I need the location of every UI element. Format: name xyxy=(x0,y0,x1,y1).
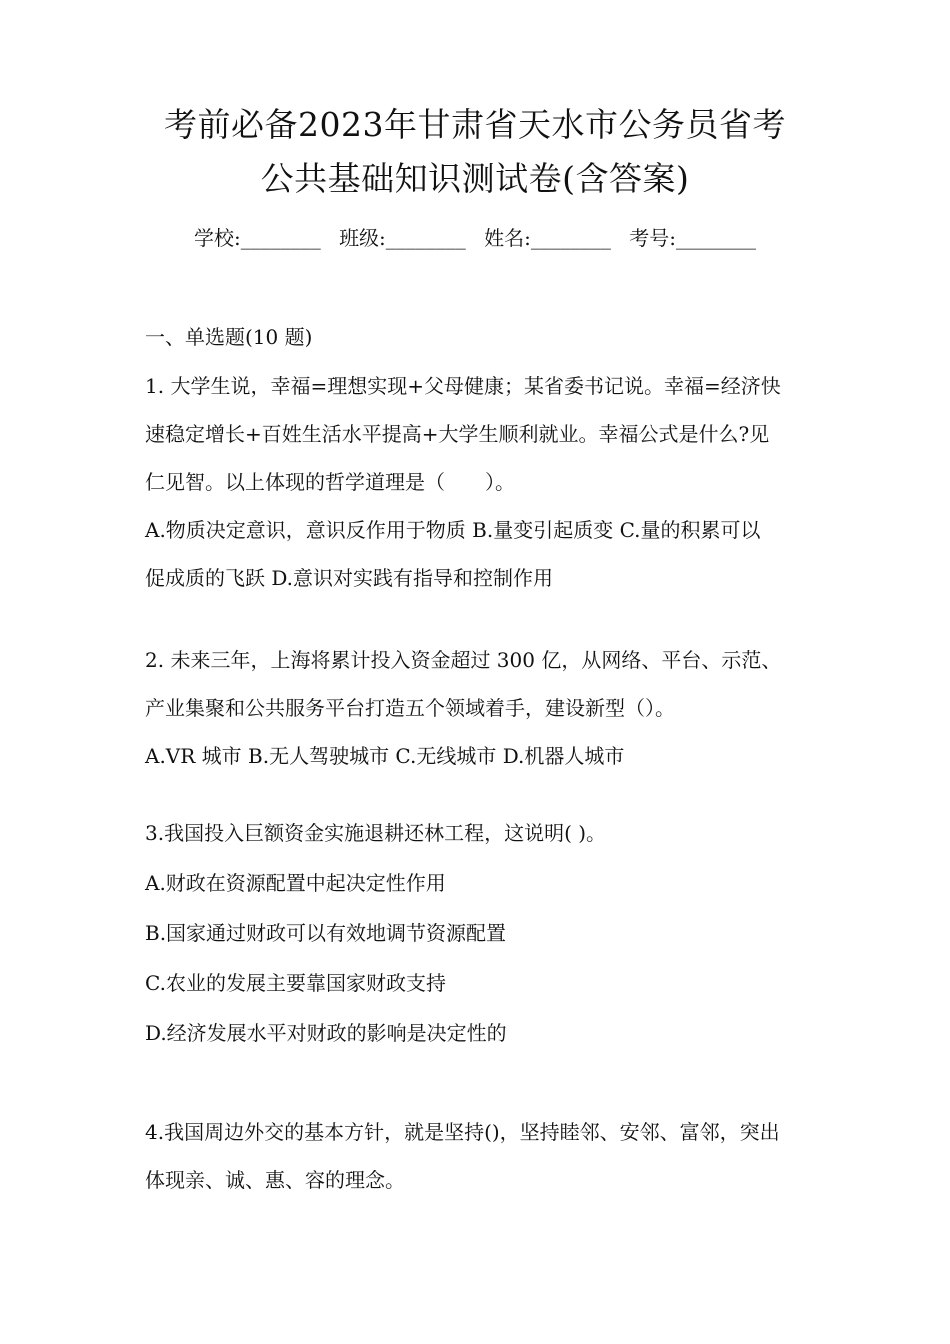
section-heading: 一、单选题(10 题) xyxy=(145,325,313,349)
question-1-options-line: A.物质决定意识，意识反作用于物质 B.量变引起质变 C.量的积累可以 xyxy=(145,518,761,542)
question-2 xyxy=(145,636,815,780)
exam-title xyxy=(60,98,890,206)
question-4-stem-line: 4.我国周边外交的基本方针，就是坚持()，坚持睦邻、安邻、富邻，突出 xyxy=(145,1120,780,1144)
question-3 xyxy=(145,808,815,1058)
question-2-stem-line: 产业集聚和公共服务平台打造五个领域着手，建设新型（）。 xyxy=(145,696,675,720)
question-1 xyxy=(145,362,815,602)
question-4 xyxy=(145,1108,815,1204)
question-3-option-c: C.农业的发展主要靠国家财政支持 xyxy=(145,971,446,995)
question-3-option-b: B.国家通过财政可以有效地调节资源配置 xyxy=(145,921,507,945)
title-line-2: 公共基础知识测试卷(含答案) xyxy=(260,159,690,198)
question-2-options-line: A.VR 城市 B.无人驾驶城市 C.无线城市 D.机器人城市 xyxy=(145,744,625,768)
name-field: 姓名:________ xyxy=(484,226,611,250)
question-3-option-d: D.经济发展水平对财政的影响是决定性的 xyxy=(145,1021,507,1045)
question-3-stem-line: 3.我国投入巨额资金实施退耕还林工程，这说明( )。 xyxy=(145,821,607,845)
question-3-option-a: A.财政在资源配置中起决定性作用 xyxy=(145,871,446,895)
title-line-1: 考前必备2023年甘肃省天水市公务员省考 xyxy=(164,105,786,144)
question-1-stem-line: 1. 大学生说，幸福=理想实现+父母健康；某省委书记说。幸福=经济快 xyxy=(145,374,781,398)
class-field: 班级:________ xyxy=(339,226,466,250)
question-4-stem-line: 体现亲、诚、惠、容的理念。 xyxy=(145,1168,405,1192)
exam-number-field: 考号:________ xyxy=(629,226,757,250)
question-1-stem-line: 速稳定增长+百姓生活水平提高+大学生顺利就业。幸福公式是什么?见 xyxy=(145,422,770,446)
question-1-options-line: 促成质的飞跃 D.意识对实践有指导和控制作用 xyxy=(145,566,554,590)
question-1-stem-line: 仁见智。以上体现的哲学道理是（ ）。 xyxy=(145,470,515,494)
student-info-row xyxy=(0,224,950,252)
school-field: 学校:________ xyxy=(193,226,321,250)
question-2-stem-line: 2. 未来三年，上海将累计投入资金超过 300 亿，从网络、平台、示范、 xyxy=(145,648,782,672)
